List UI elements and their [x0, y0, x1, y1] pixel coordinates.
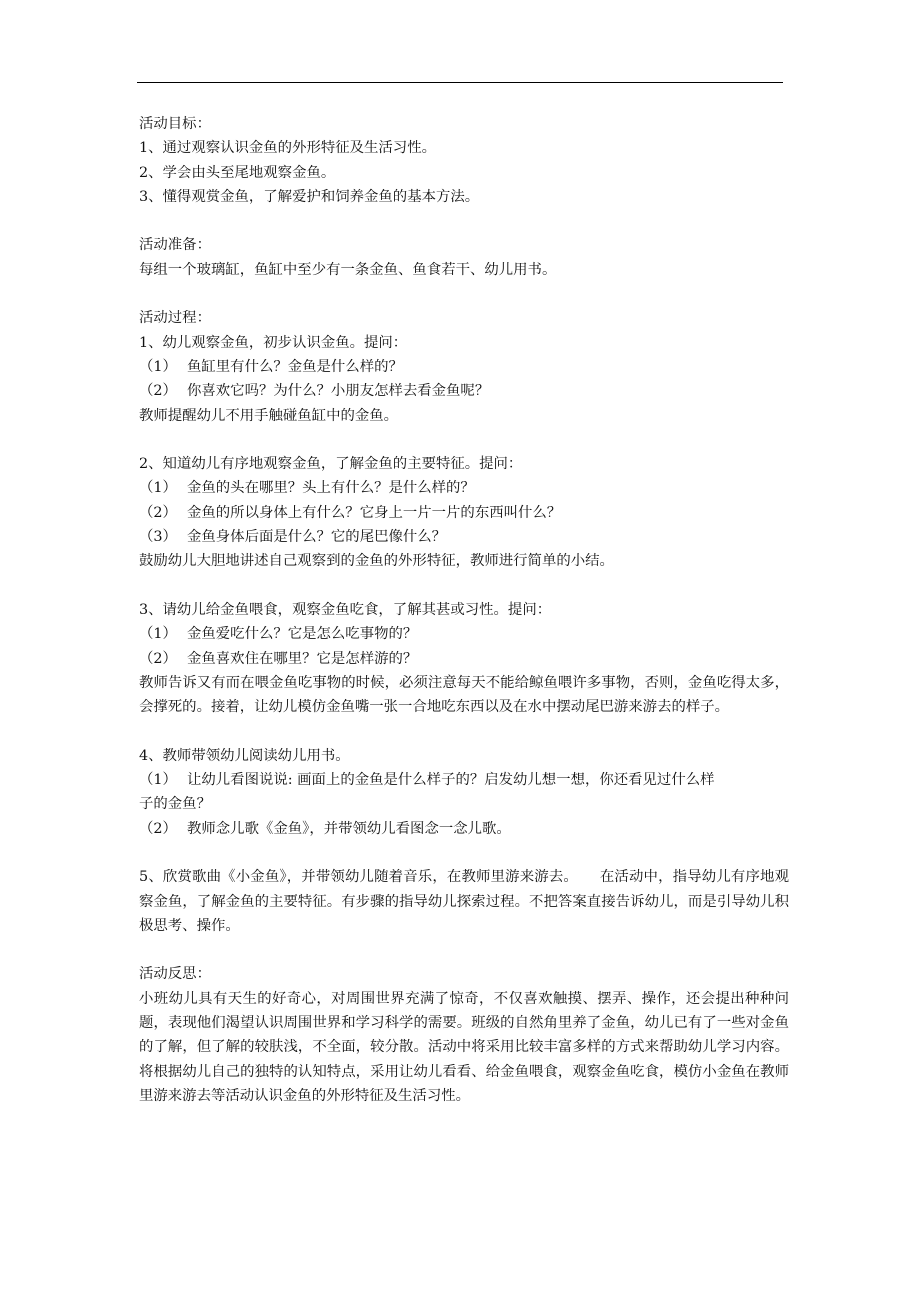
question-text: 让幼儿看图说说: 画面上的金鱼是什么样子的？启发幼儿想一想，你还看见过什么样: [187, 772, 715, 789]
question-number: （2）: [139, 383, 177, 400]
question-number: （1）: [139, 772, 177, 789]
step1-note: 教师提醒幼儿不用手触碰鱼缸中的金鱼。: [139, 407, 399, 424]
question-number: （1）: [139, 626, 177, 643]
step3-title: 3、请幼儿给金鱼喂食，观察金鱼吃食，了解其甚或习性。提问：: [139, 601, 552, 618]
step4-question-2: [139, 817, 789, 841]
reflection-text: 小班幼儿具有天生的好奇心，对周围世界充满了惊奇，不仅喜欢触摸、摆弄、操作，还会提出种种问题，表现他们渴望认识周围世界和学习科学的需要。班级的自然角里养了金鱼，幼儿已有了一些对金鱼的了解，但了解的较肤浅，不全面，较分散。活动中将采用比较丰富多样的方式来帮助幼儿学习内容。将根据幼儿自己的独特的认知特点，采用让幼儿看看、给金鱼喂食，观察金鱼吃食，模仿小金鱼在教师里游来游去等活动认识金鱼的外形特征及生活习性。: [139, 990, 789, 1104]
step2-note: 鼓励幼儿大胆地讲述自己观察到的金鱼的外形特征，教师进行简单的小结。: [139, 553, 614, 570]
step1-question-1: [139, 355, 789, 379]
question-number: （2）: [139, 650, 177, 667]
spacer: [139, 841, 789, 865]
question-number: （3）: [139, 529, 177, 546]
header-rule: [137, 82, 783, 83]
step3-note: 教师告诉又有而在喂金鱼吃事物的时候，必须注意每天不能给鲸鱼喂许多事物，否则，金鱼吃得太多，会撑死的。接着，让幼儿模仿金鱼嘴一张一合地吃东西以及在水中摆动尾巴游来游去的样子。: [139, 674, 789, 716]
document-body: [139, 112, 789, 1108]
prep-heading: 活动准备：: [139, 237, 211, 254]
question-number: （2）: [139, 820, 177, 837]
spacer: [139, 719, 789, 743]
question-text: 你喜欢它吗？为什么？小朋友怎样去看金鱼呢？: [187, 383, 490, 400]
question-number: （1）: [139, 358, 177, 375]
step3-question-1: [139, 622, 789, 646]
goal-item-1: 1、通过观察认识金鱼的外形特征及生活习性。: [139, 140, 436, 157]
question-text: 金鱼爱吃什么？它是怎么吃事物的？: [187, 626, 418, 643]
step2-question-3: [139, 525, 789, 549]
step3-question-2: [139, 647, 789, 671]
step2-question-2: [139, 501, 789, 525]
step1-question-2: [139, 379, 789, 403]
goals-heading: 活动目标：: [139, 116, 211, 132]
question-text: 金鱼的所以身体上有什么？它身上一片一片的东西叫什么？: [187, 504, 562, 521]
step2-question-1: [139, 476, 789, 500]
spacer: [139, 209, 789, 233]
step4-title: 4、教师带领幼儿阅读幼儿用书。: [139, 747, 350, 764]
step1-title: 1、幼儿观察金鱼，初步认识金鱼。提问：: [139, 334, 408, 351]
process-heading: 活动过程：: [139, 310, 211, 327]
question-text: 金鱼的头在哪里？头上有什么？是什么样的？: [187, 480, 475, 497]
step4-question-1: [139, 768, 789, 792]
step2-title: 2、知道幼儿有序地观察金鱼，了解金鱼的主要特征。提问：: [139, 456, 523, 473]
spacer: [139, 428, 789, 452]
reflection-heading: 活动反思：: [139, 966, 211, 983]
question-text: 教师念儿歌《金鱼》，并带领幼儿看图念一念儿歌。: [187, 820, 511, 837]
question-text: 金鱼喜欢住在哪里？它是怎样游的？: [187, 650, 418, 667]
spacer: [139, 574, 789, 598]
spacer: [139, 282, 789, 306]
spacer: [139, 938, 789, 962]
prep-text: 每组一个玻璃缸，鱼缸中至少有一条金鱼、鱼食若干、幼儿用书。: [139, 261, 557, 278]
step4-question-1-continued: 子的金鱼？: [139, 796, 211, 813]
step5-text: 5、欣赏歌曲《小金鱼》，并带领幼儿随着音乐，在教师里游来游去。 在活动中，指导幼儿有序地观察金鱼，了解金鱼的主要特征。有步骤的指导幼儿探索过程。不把答案直接告诉幼儿，而是引导幼儿积极思考、操作。: [139, 869, 789, 934]
question-number: （2）: [139, 504, 177, 521]
goal-item-2: 2、学会由头至尾地观察金鱼。: [139, 164, 336, 181]
goal-item-3: 3、懂得观赏金鱼，了解爱护和饲养金鱼的基本方法。: [139, 188, 480, 205]
question-number: （1）: [139, 480, 177, 497]
question-text: 金鱼身体后面是什么？它的尾巴像什么？: [187, 529, 447, 546]
question-text: 鱼缸里有什么？金鱼是什么样的？: [187, 358, 403, 375]
